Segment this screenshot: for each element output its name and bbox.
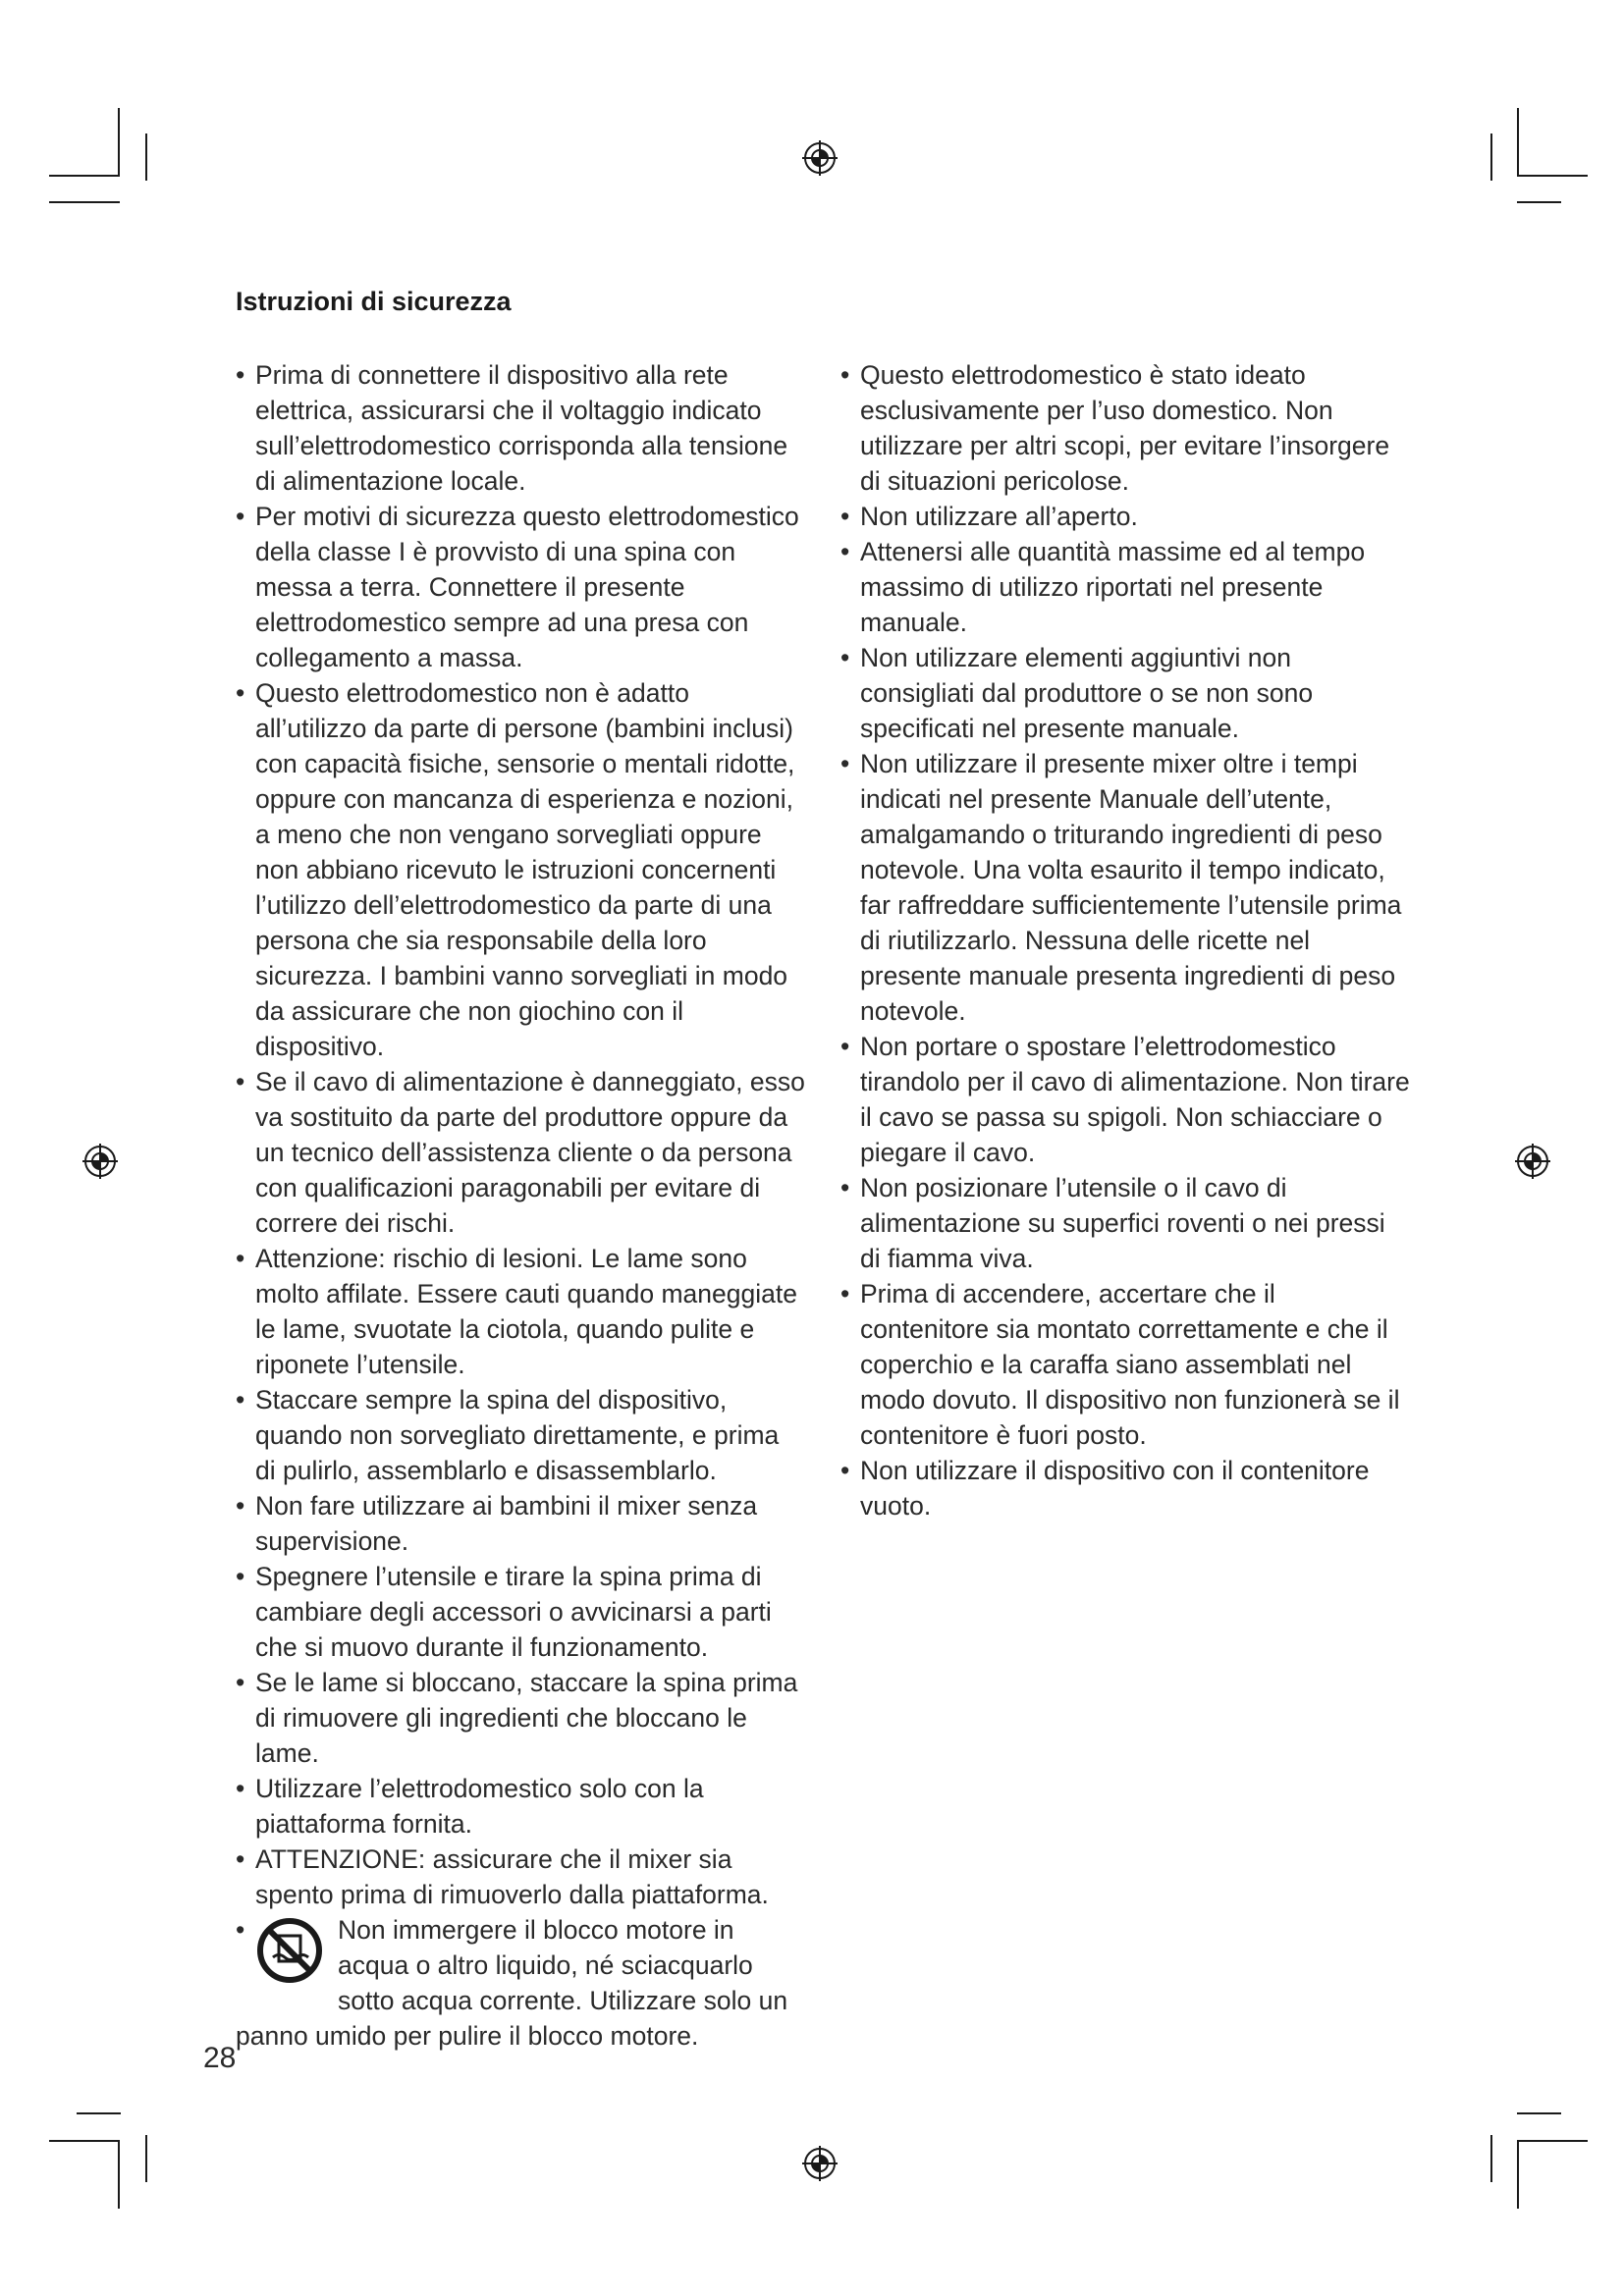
crop-mark — [1517, 201, 1561, 203]
registration-mark-icon — [800, 2144, 839, 2183]
crop-mark — [1517, 175, 1588, 177]
list-item: • Questo elettrodomestico è stato ideato esclusivamente per l’uso domestico. Non utilizzare per altri scopi, per evitare l’insorgere di situazioni pericolose. — [840, 357, 1410, 499]
no-immersion-icon — [255, 1916, 324, 1985]
list-item: • Prima di connettere il dispositivo alla rete elettrica, assicurarsi che il voltaggio indicato sull’elettrodomestico corrisponda alla tensione di alimentazione locale. — [236, 357, 805, 499]
crop-mark — [77, 2112, 121, 2114]
list-item: • Per motivi di sicurezza questo elettrodomestico della classe I è provvisto di una spina con messa a terra. Connettere il presente elettrodomestico sempre ad una presa con collegamento a massa. — [236, 499, 805, 675]
crop-mark — [1490, 133, 1492, 181]
list-item: • Non portare o spostare l’elettrodomestico tirandolo per il cavo di alimentazione. Non tirare il cavo se passa su spigoli. Non schiacciare o piegare il cavo. — [840, 1029, 1410, 1170]
crop-mark — [49, 175, 120, 177]
list-item: • Non utilizzare all’aperto. — [840, 499, 1410, 534]
list-item: • Se il cavo di alimentazione è danneggiato, esso va sostituito da parte del produttore oppure da un tecnico dell’assistenza cliente o da persona con qualificazioni paragonabili per evitare di correre dei rischi. — [236, 1064, 805, 1241]
crop-mark — [1517, 2112, 1561, 2114]
list-item: • Prima di accendere, accertare che il contenitore sia montato correttamente e che il coperchio e la caraffa siano assemblati nel modo dovuto. Il dispositivo non funzionerà se il contenitore è fuori posto. — [840, 1276, 1410, 1453]
right-column — [840, 357, 1410, 1523]
list-item: • ATTENZIONE: assicurare che il mixer sia spento prima di rimuoverlo dalla piattaforma. — [236, 1842, 805, 1912]
registration-mark-icon — [800, 138, 839, 178]
crop-mark — [145, 2135, 147, 2182]
safety-list-left — [236, 357, 805, 2054]
safety-list-right — [840, 357, 1410, 1523]
crop-mark — [1517, 2140, 1588, 2142]
crop-mark — [49, 201, 120, 203]
left-column — [236, 357, 805, 2054]
page-number: 28 — [203, 2042, 237, 2074]
list-item: • Staccare sempre la spina del dispositivo, quando non sorvegliato direttamente, e prima di pulirlo, assemblarlo e disassemblarlo. — [236, 1382, 805, 1488]
crop-mark — [118, 108, 120, 177]
list-item: • Non utilizzare il dispositivo con il contenitore vuoto. — [840, 1453, 1410, 1523]
crop-mark — [1517, 2140, 1519, 2209]
no-immersion-text-tail: panno umido per pulire il blocco motore. — [236, 2021, 699, 2051]
list-item: • Questo elettrodomestico non è adatto all’utilizzo da parte di persone (bambini inclusi) con capacità fisiche, sensorie o mentali ridotte, oppure con mancanza di esperienza e nozioni, a meno che non vengano sorvegliati oppure non abbiano ricevuto le istruzioni concernenti l’utilizzo dell’elettrodomestico da parte di una persona che sia responsabile della loro sicurezza. I bambini vanno sorvegliati in modo da assicurare che non giochino con il dispositivo. — [236, 675, 805, 1064]
list-item: • Spegnere l’utensile e tirare la spina prima di cambiare degli accessori o avvicinarsi a parti che si muovo durante il funzionamento. — [236, 1559, 805, 1665]
registration-mark-icon — [1513, 1142, 1552, 1181]
list-item-no-immersion — [236, 1912, 805, 2054]
crop-mark — [1490, 2135, 1492, 2182]
crop-mark — [49, 2140, 120, 2142]
list-item: • Se le lame si bloccano, staccare la spina prima di rimuovere gli ingredienti che bloccano le lame. — [236, 1665, 805, 1771]
crop-mark — [118, 2140, 120, 2209]
list-item: • Non utilizzare il presente mixer oltre i tempi indicati nel presente Manuale dell’utente, amalgamando o triturando ingredienti di peso notevole. Una volta esaurito il tempo indicato, far raffreddare sufficientemente l’utensile prima di riutilizzarlo. Nessuna delle ricette nel presente manuale presenta ingredienti di peso notevole. — [840, 746, 1410, 1029]
list-item: • Attenersi alle quantità massime ed al tempo massimo di utilizzo riportati nel presente manuale. — [840, 534, 1410, 640]
list-item: • Utilizzare l’elettrodomestico solo con la piattaforma fornita. — [236, 1771, 805, 1842]
list-item: • Non utilizzare elementi aggiuntivi non consigliati dal produttore o se non sono specificati nel presente manuale. — [840, 640, 1410, 746]
list-item: • Non posizionare l’utensile o il cavo di alimentazione su superfici roventi o nei pressi di fiamma viva. — [840, 1170, 1410, 1276]
page-title: Istruzioni di sicurezza — [236, 287, 512, 316]
list-item: • Non fare utilizzare ai bambini il mixer senza supervisione. — [236, 1488, 805, 1559]
list-item: • Attenzione: rischio di lesioni. Le lame sono molto affilate. Essere cauti quando maneggiate le lame, svuotate la ciotola, quando pulite e riponete l’utensile. — [236, 1241, 805, 1382]
crop-mark — [1517, 108, 1519, 177]
registration-mark-icon — [81, 1142, 120, 1181]
no-immersion-text: Non immergere il blocco motore in acqua o altro liquido, né sciacquarlo sotto acqua corrente. Utilizzare solo un — [338, 1915, 788, 2015]
crop-mark — [145, 133, 147, 181]
